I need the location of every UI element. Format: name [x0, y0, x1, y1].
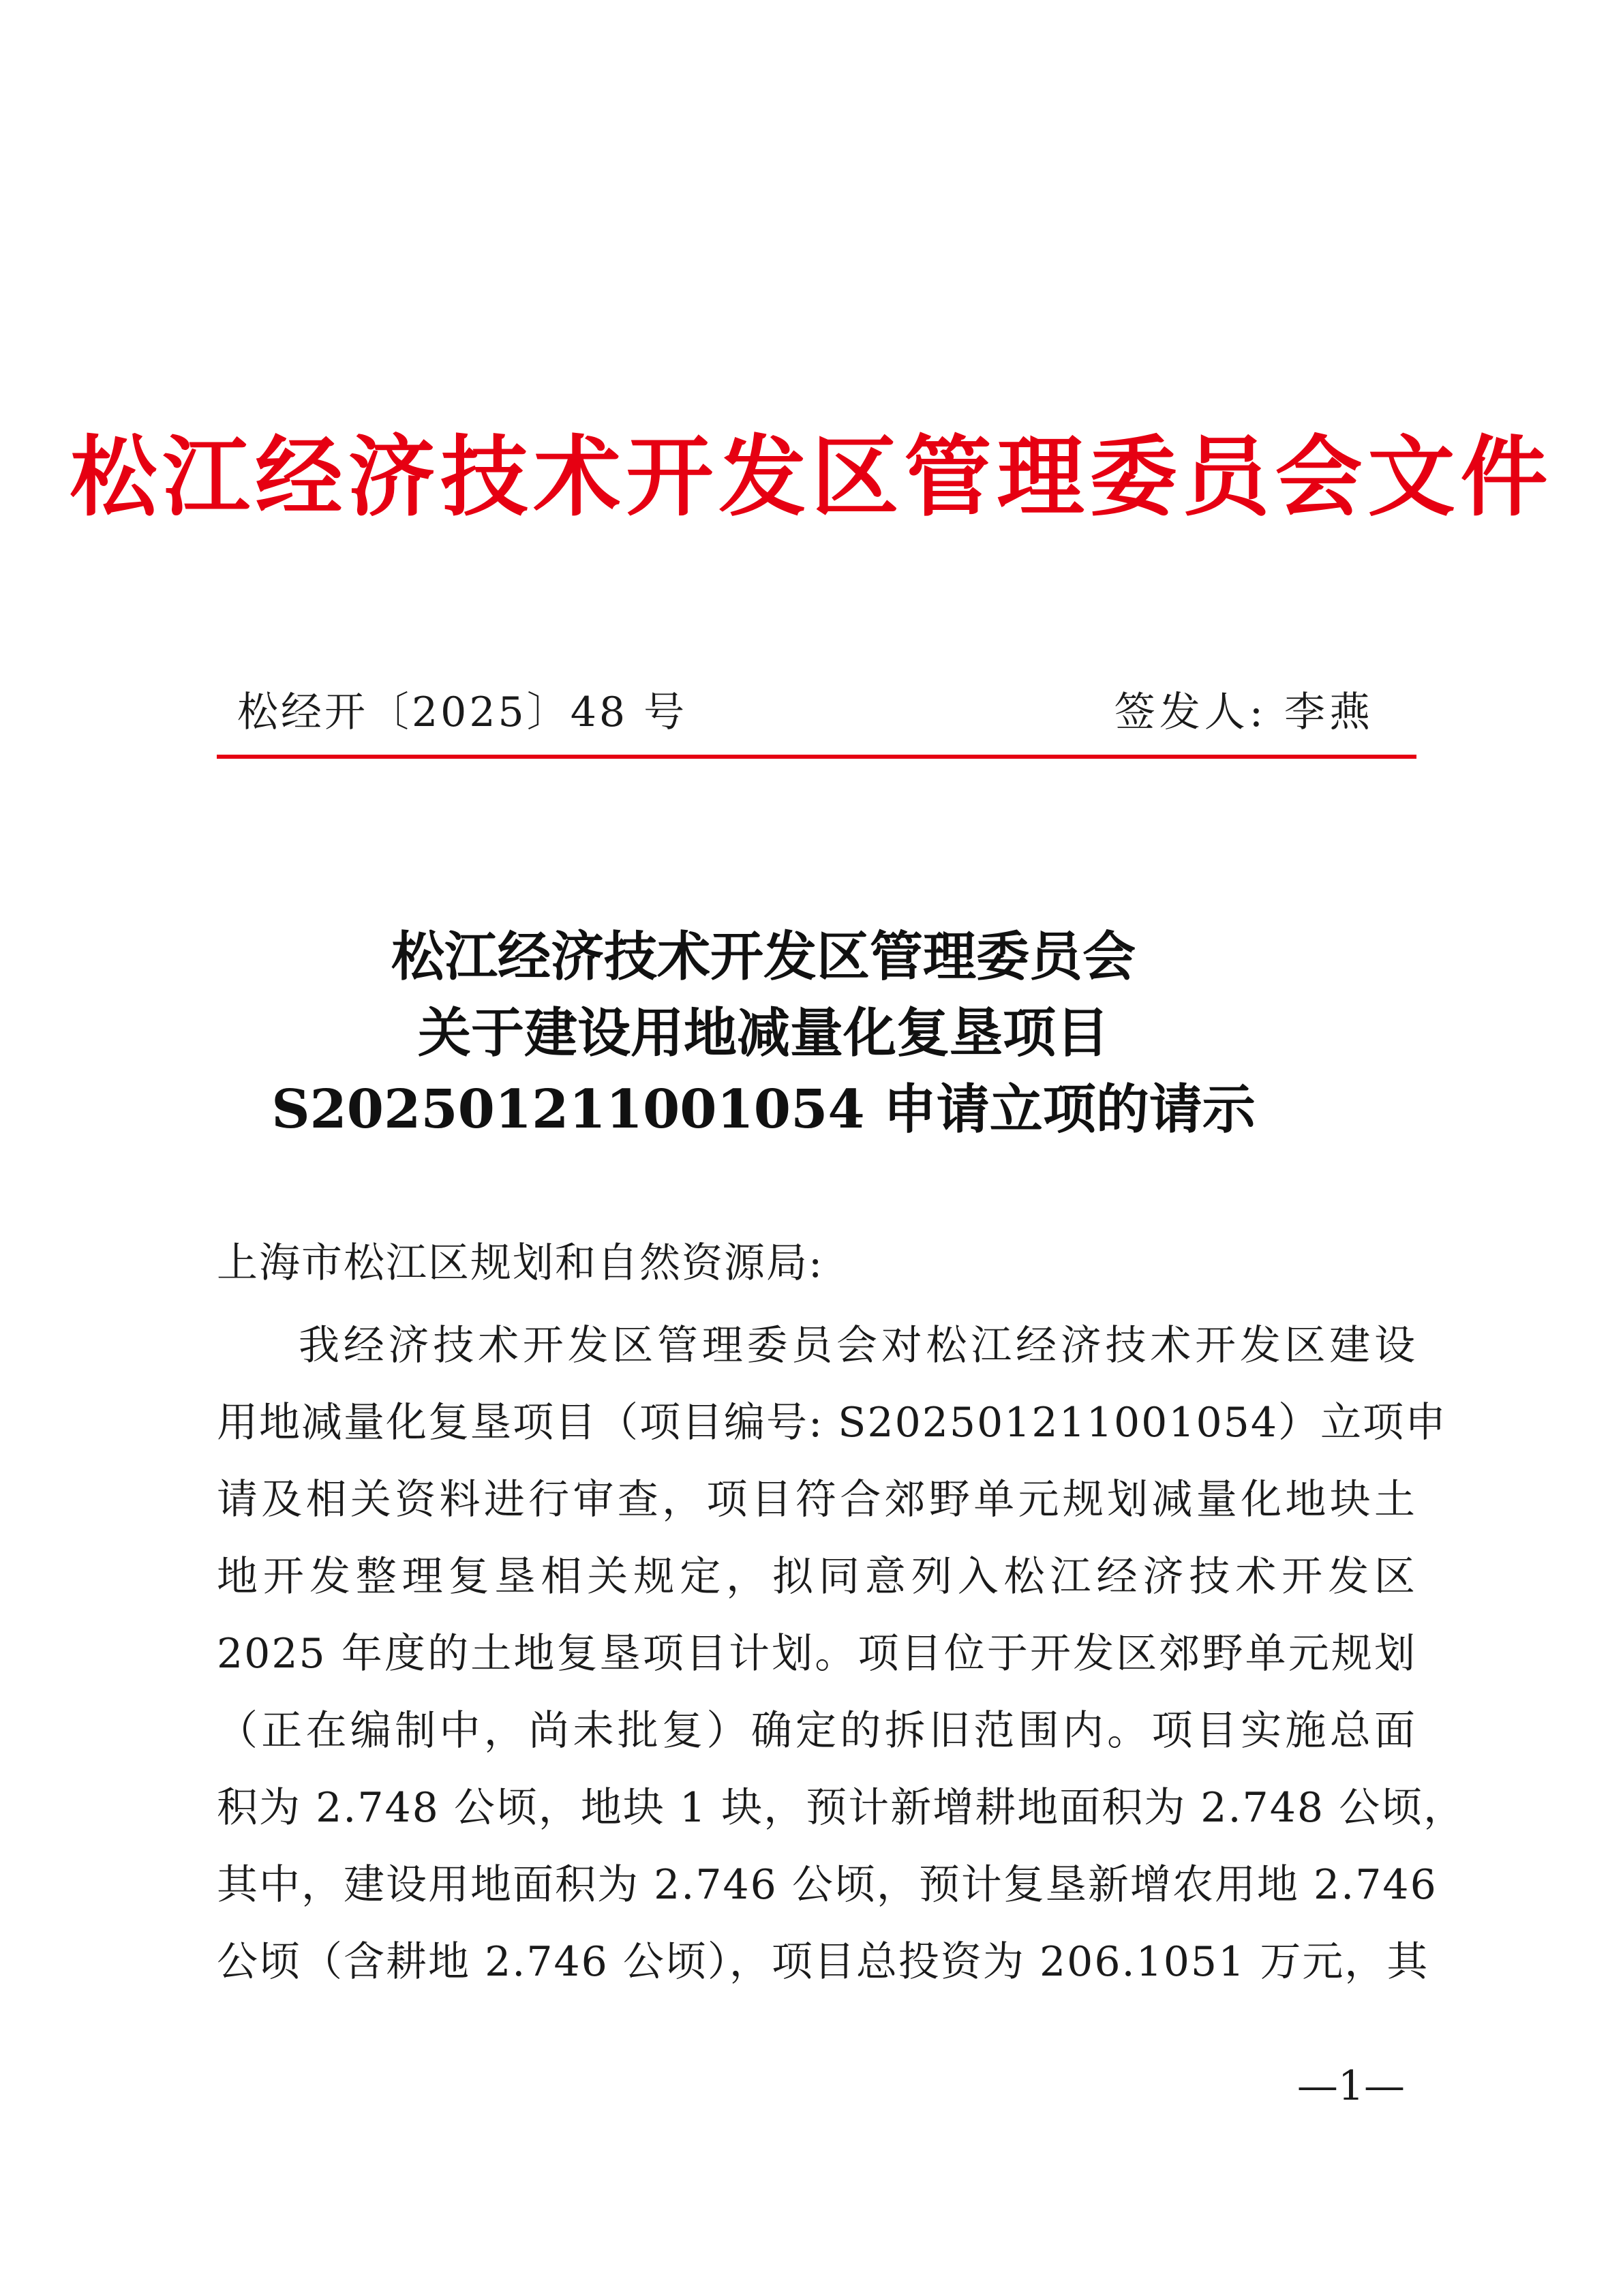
body-line: 公顷（含耕地 2.746 公顷），项目总投资为 206.1051 万元，其: [217, 1938, 1429, 1986]
document-number: 松经开〔2025〕48 号: [237, 689, 688, 736]
masthead-title: 松江经济技术开发区管理委员会文件: [70, 426, 1553, 528]
body-line: 用地减量化复垦项目（项目编号: S202501211001054）立项申: [217, 1399, 1447, 1447]
body-line: 我经济技术开发区管理委员会对松江经济技术开发区建设: [299, 1322, 1416, 1370]
title-line-2: 关于建设用地减量化复垦项目: [417, 1002, 1109, 1064]
body-line: 2025 年度的土地复垦项目计划。项目位于开发区郊野单元规划: [217, 1630, 1416, 1678]
body-line: （正在编制中，尚未批复）确定的拆旧范围内。项目实施总面: [217, 1707, 1416, 1755]
signer: 签发人: 李燕: [1114, 689, 1374, 736]
document-info-row: [217, 682, 1416, 743]
body-line: 积为 2.748 公顷，地块 1 块，预计新增耕地面积为 2.748 公顷，: [217, 1784, 1466, 1832]
red-divider-line: [217, 755, 1416, 759]
body-line: 请及相关资料进行审查，项目符合郊野单元规划减量化地块土: [217, 1476, 1416, 1524]
page-number: —1—: [1296, 2062, 1405, 2110]
document-title: [0, 919, 1527, 1148]
body-text: [217, 1308, 1466, 2001]
title-line-1: 松江经济技术开发区管理委员会: [391, 926, 1136, 988]
body-line: 其中，建设用地面积为 2.746 公顷，预计复垦新增农用地 2.746: [217, 1861, 1438, 1909]
title-line-3: S202501211001054 申请立项的请示: [271, 1078, 1256, 1141]
body-line: 地开发整理复垦相关规定，拟同意列入松江经济技术开发区: [217, 1553, 1416, 1601]
salutation: 上海市松江区规划和自然资源局:: [217, 1239, 824, 1287]
